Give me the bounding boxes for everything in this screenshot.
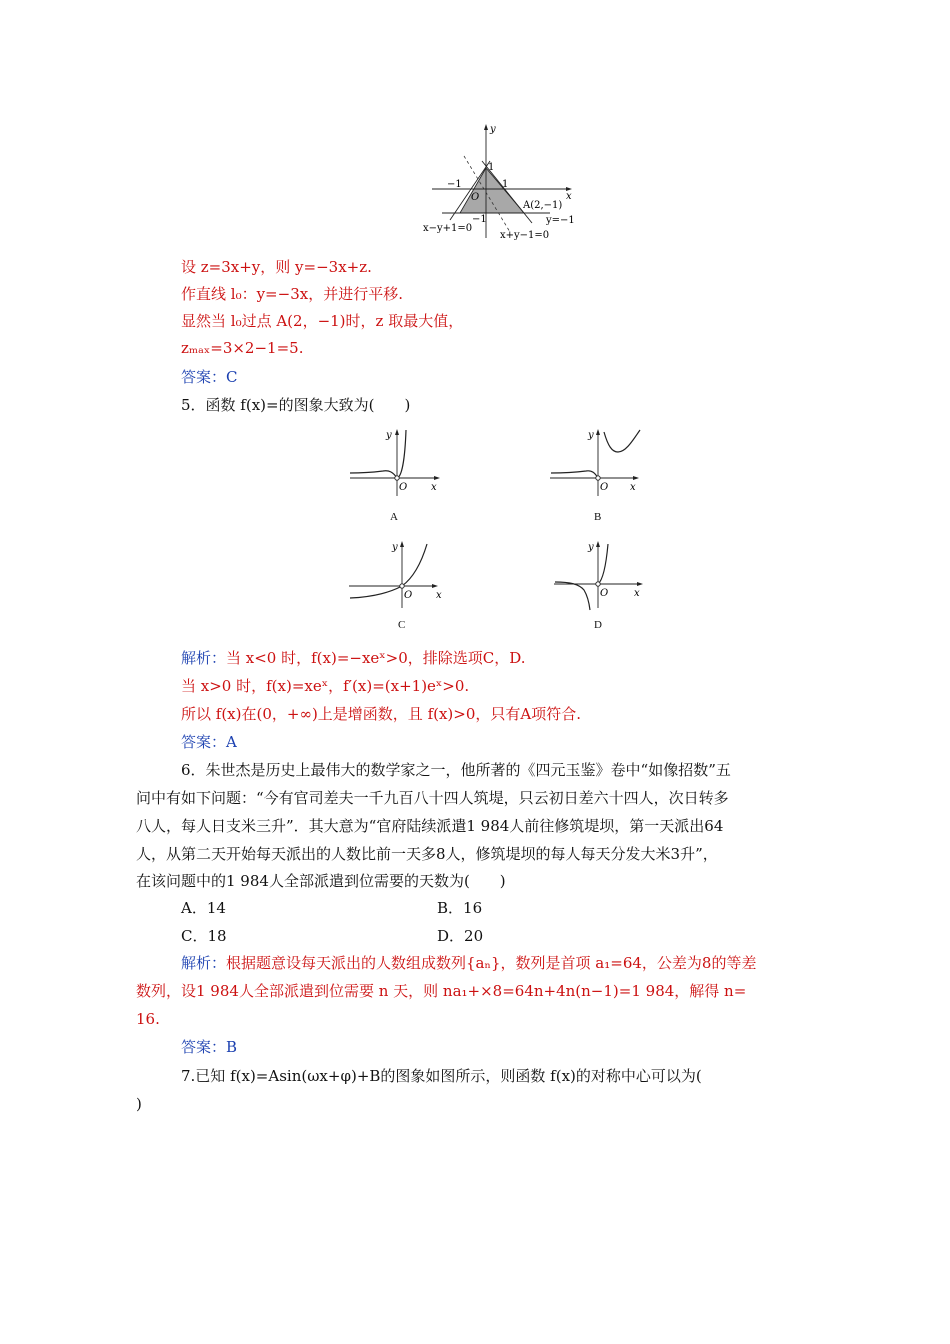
q4-answer: 答案：C <box>181 368 238 386</box>
q6-analysis-label: 解析： <box>181 954 227 972</box>
fig1-one-right: 1 <box>502 179 509 190</box>
q5-solution-line-3: 所以 f(x)在(0，+∞)上是增函数，且 f(x)>0，只有A项符合. <box>181 705 581 723</box>
q4-solution-line-1: 设 z=3x+y，则 y=−3x+z. <box>181 258 372 276</box>
graph-c-origin-label: O <box>404 590 413 601</box>
q6-stem-line-4: 人，从第二天开始每天派出的人数比前一天多8人，修筑堤坝的每人每天分发大米3升”， <box>136 845 718 863</box>
q6-solution-line-3: 16. <box>136 1010 160 1028</box>
graph-d-y-label: y <box>588 542 594 553</box>
graph-b-y-label: y <box>588 430 594 441</box>
feasible-region-figure <box>420 120 580 245</box>
fig1-line-bottom: y=−1 <box>546 215 575 226</box>
q4-solution-line-4: zₘₐₓ=3×2−1=5. <box>181 339 304 357</box>
q4-solution-line-3: 显然当 l₀过点 A(2，−1)时，z 取最大值， <box>181 312 464 330</box>
graph-b-origin-label: O <box>600 482 609 493</box>
fig1-line-right: x+y−1=0 <box>500 230 550 241</box>
fig1-line-left: x−y+1=0 <box>423 223 473 234</box>
fig1-point-a: A(2,−1) <box>523 200 563 211</box>
graph-d-letter: D <box>594 619 602 631</box>
q5-graph-b <box>548 428 648 500</box>
q6-stem-line-3: 八人，每人日支米三升”．其大意为“官府陆续派遣1 984人前往修筑堤坝，第一天派出64 <box>136 817 724 835</box>
q5-stem: 5．函数 f(x)=的图象大致为( ) <box>181 396 411 414</box>
q5-graph-d <box>552 540 652 612</box>
q6-option-c: C．18 <box>181 927 227 945</box>
graph-c-x-label: x <box>436 590 442 601</box>
q5-solution-line-1 <box>181 648 526 668</box>
q6-option-b: B．16 <box>437 899 483 917</box>
q6-stem-line-2: 问中有如下问题：“今有官司差夫一千九百八十四人筑堤，只云初日差六十四人，次日转多 <box>136 789 729 807</box>
fig1-origin-label: O <box>471 192 480 203</box>
fig1-neg1-left: −1 <box>447 179 462 190</box>
fig1-neg1-bottom: −1 <box>472 214 487 225</box>
q6-option-d: D．20 <box>437 927 484 945</box>
q6-stem-line-5: 在该问题中的1 984人全部派遣到位需要的天数为( ) <box>136 872 506 890</box>
fig1-x-label: x <box>566 191 572 202</box>
graph-b-x-label: x <box>630 482 636 493</box>
q5-graph-c <box>347 540 447 612</box>
q5-graph-a <box>345 428 445 500</box>
graph-c-y-label: y <box>392 542 398 553</box>
q5-answer: 答案：A <box>181 733 237 751</box>
fig1-one-top: 1 <box>488 162 495 173</box>
graph-a-origin-label: O <box>399 482 408 493</box>
graph-c-letter: C <box>398 619 406 631</box>
graph-d-x-label: x <box>634 588 640 599</box>
q7-stem-line-1: 7.已知 f(x)=Asin(ωx+φ)+B的图象如图所示，则函数 f(x)的对称中心可以为( <box>181 1067 702 1085</box>
q4-solution-line-2: 作直线 l₀：y=−3x，并进行平移. <box>181 285 403 303</box>
q6-stem-line-1: 6．朱世杰是历史上最伟大的数学家之一，他所著的《四元玉鉴》卷中“如像招数”五 <box>181 761 731 779</box>
q5-analysis-label: 解析： <box>181 649 227 667</box>
graph-d-origin-label: O <box>600 588 609 599</box>
q6-option-a: A．14 <box>181 899 226 917</box>
graph-a-letter: A <box>390 511 398 523</box>
q5-solution-text-1: 当 x<0 时，f(x)=−xeˣ>0，排除选项C，D. <box>226 649 526 667</box>
q7-stem-line-2: ) <box>136 1095 142 1113</box>
fig1-y-label: y <box>490 124 496 135</box>
q6-answer: 答案：B <box>181 1038 238 1056</box>
q6-solution-line-2: 数列，设1 984人全部派遣到位需要 n 天，则 na₁+×8=64n+4n(n−1)=1 984，解得 n= <box>136 982 747 1000</box>
q5-solution-line-2: 当 x>0 时，f(x)=xeˣ，f′(x)=(x+1)eˣ>0. <box>181 677 470 695</box>
q6-solution-line-1 <box>181 953 756 973</box>
graph-a-x-label: x <box>431 482 437 493</box>
graph-a-y-label: y <box>386 430 392 441</box>
graph-b-letter: B <box>594 511 602 523</box>
q6-solution-text-1: 根据题意设每天派出的人数组成数列{aₙ}，数列是首项 a₁=64，公差为8的等差 <box>226 954 757 972</box>
